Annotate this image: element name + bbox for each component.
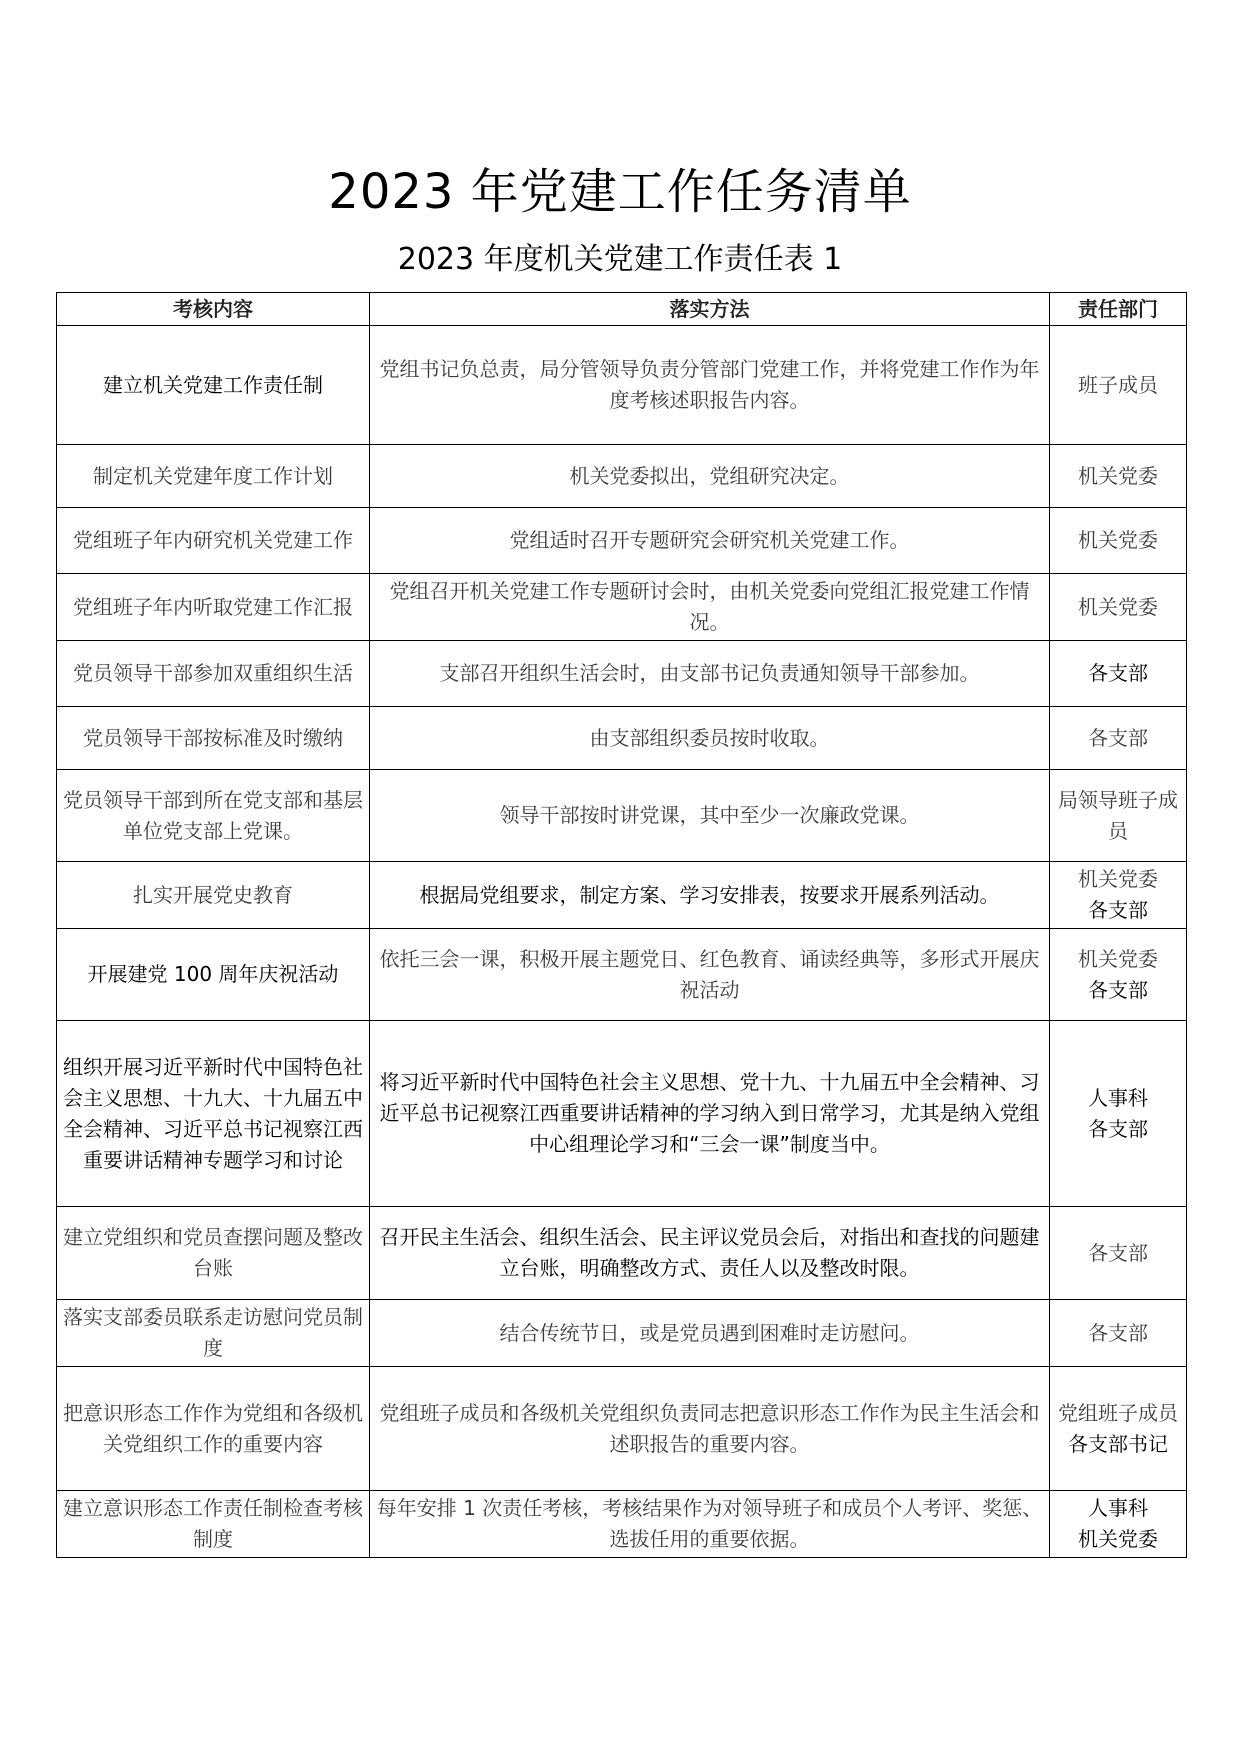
- row-content: 制定机关党建年度工作计划: [57, 445, 370, 508]
- table-caption: 2023 年度机关党建工作责任表 1: [397, 242, 843, 277]
- row-content: 建立党组织和党员查摆问题及整改台账: [57, 1207, 370, 1300]
- row-dept: [1050, 445, 1187, 508]
- row-content: 扎实开展党史教育: [57, 862, 370, 929]
- responsibility-table: [56, 292, 1187, 1558]
- table-row: [57, 641, 1187, 707]
- row-dept: [1050, 574, 1187, 641]
- table-row: [57, 707, 1187, 770]
- dept-line: 各支部: [1088, 1116, 1148, 1141]
- header-content: 考核内容: [57, 293, 370, 326]
- table-row: [57, 508, 1187, 574]
- table-row: [57, 1021, 1187, 1207]
- header-method: 落实方法: [370, 293, 1050, 326]
- dept-line: 机关党委: [1078, 1527, 1158, 1551]
- row-dept: [1050, 508, 1187, 574]
- row-content: 党组班子年内研究机关党建工作: [57, 508, 370, 574]
- dept-line: 各支部: [1088, 661, 1148, 685]
- row-method: 党组书记负总责，局分管领导负责分管部门党建工作，并将党建工作作为年度考核述职报告内容。: [370, 326, 1050, 445]
- dept-line: 机关党委: [1078, 594, 1158, 619]
- row-dept: [1050, 1021, 1187, 1207]
- table-header-row: [57, 293, 1187, 326]
- dept-line: 机关党委: [1078, 867, 1158, 891]
- row-dept: [1050, 1207, 1187, 1300]
- dept-line: 党组班子成员: [1058, 1400, 1178, 1425]
- dept-line: 各支部: [1088, 1320, 1148, 1345]
- dept-line: 各支部: [1088, 725, 1148, 750]
- row-method: 依托三会一课，积极开展主题党日、红色教育、诵读经典等，多形式开展庆祝活动: [370, 929, 1050, 1021]
- row-content: 开展建党 100 周年庆祝活动: [57, 929, 370, 1021]
- row-dept: [1050, 1300, 1187, 1367]
- dept-line: 机关党委: [1078, 946, 1158, 971]
- row-method: 党组召开机关党建工作专题研讨会时，由机关党委向党组汇报党建工作情况。: [370, 574, 1050, 641]
- row-content: 党员领导干部到所在党支部和基层单位党支部上党课。: [57, 770, 370, 862]
- row-content: 把意识形态工作作为党组和各级机关党组织工作的重要内容: [57, 1367, 370, 1491]
- row-dept: [1050, 641, 1187, 707]
- dept-line: 机关党委: [1078, 463, 1158, 488]
- row-content: 党员领导干部参加双重组织生活: [57, 641, 370, 707]
- row-method: 党组班子成员和各级机关党组织负责同志把意识形态工作作为民主生活会和述职报告的重要内容。: [370, 1367, 1050, 1491]
- row-content: 建立意识形态工作责任制检查考核制度: [57, 1491, 370, 1558]
- table-row: [57, 770, 1187, 862]
- table-row: [57, 1300, 1187, 1367]
- table-row: [57, 326, 1187, 445]
- row-method: 根据局党组要求，制定方案、学习安排表，按要求开展系列活动。: [370, 862, 1050, 929]
- dept-line: 人事科: [1088, 1085, 1148, 1110]
- dept-line: 各支部: [1088, 977, 1148, 1002]
- dept-line: 局领导班子成员: [1058, 787, 1178, 843]
- row-dept: [1050, 1367, 1187, 1491]
- row-method: 机关党委拟出，党组研究决定。: [370, 445, 1050, 508]
- row-content: 党员领导干部按标准及时缴纳: [57, 707, 370, 770]
- dept-line: 机关党委: [1078, 528, 1158, 552]
- dept-line: 人事科: [1088, 1496, 1148, 1520]
- page-title: 2023 年党建工作任务清单: [328, 164, 912, 220]
- table-row: [57, 1367, 1187, 1491]
- table-row: [57, 1207, 1187, 1300]
- table-row: [57, 929, 1187, 1021]
- row-content: 落实支部委员联系走访慰问党员制度: [57, 1300, 370, 1367]
- row-dept: [1050, 929, 1187, 1021]
- row-method: 将习近平新时代中国特色社会主义思想、党十九、十九届五中全会精神、习近平总书记视察江西重要讲话精神的学习纳入到日常学习，尤其是纳入党组中心组理论学习和“三会一课”制度当中。: [370, 1021, 1050, 1207]
- dept-line: 各支部: [1088, 1240, 1148, 1265]
- row-method: 结合传统节日，或是党员遇到困难时走访慰问。: [370, 1300, 1050, 1367]
- table-row: [57, 445, 1187, 508]
- row-method: 党组适时召开专题研究会研究机关党建工作。: [370, 508, 1050, 574]
- row-method: 每年安排 1 次责任考核，考核结果作为对领导班子和成员个人考评、奖惩、选拔任用的重要依据。: [370, 1491, 1050, 1558]
- dept-line: 班子成员: [1078, 372, 1158, 397]
- row-dept: [1050, 770, 1187, 862]
- row-dept: [1050, 862, 1187, 929]
- row-dept: [1050, 707, 1187, 770]
- row-content: 组织开展习近平新时代中国特色社会主义思想、十九大、十九届五中全会精神、习近平总书记视察江西重要讲话精神专题学习和讨论: [57, 1021, 370, 1207]
- table-row: [57, 574, 1187, 641]
- table-row: [57, 1491, 1187, 1558]
- row-method: 领导干部按时讲党课，其中至少一次廉政党课。: [370, 770, 1050, 862]
- row-content: 建立机关党建工作责任制: [57, 326, 370, 445]
- row-dept: [1050, 326, 1187, 445]
- table-row: [57, 862, 1187, 929]
- row-content: 党组班子年内听取党建工作汇报: [57, 574, 370, 641]
- row-method: 召开民主生活会、组织生活会、民主评议党员会后，对指出和查找的问题建立台账，明确整改方式、责任人以及整改时限。: [370, 1207, 1050, 1300]
- row-method: 由支部组织委员按时收取。: [370, 707, 1050, 770]
- row-dept: [1050, 1491, 1187, 1558]
- dept-line: 各支部书记: [1068, 1431, 1168, 1456]
- row-method: 支部召开组织生活会时，由支部书记负责通知领导干部参加。: [370, 641, 1050, 707]
- header-dept: 责任部门: [1050, 293, 1187, 326]
- dept-line: 各支部: [1088, 898, 1148, 922]
